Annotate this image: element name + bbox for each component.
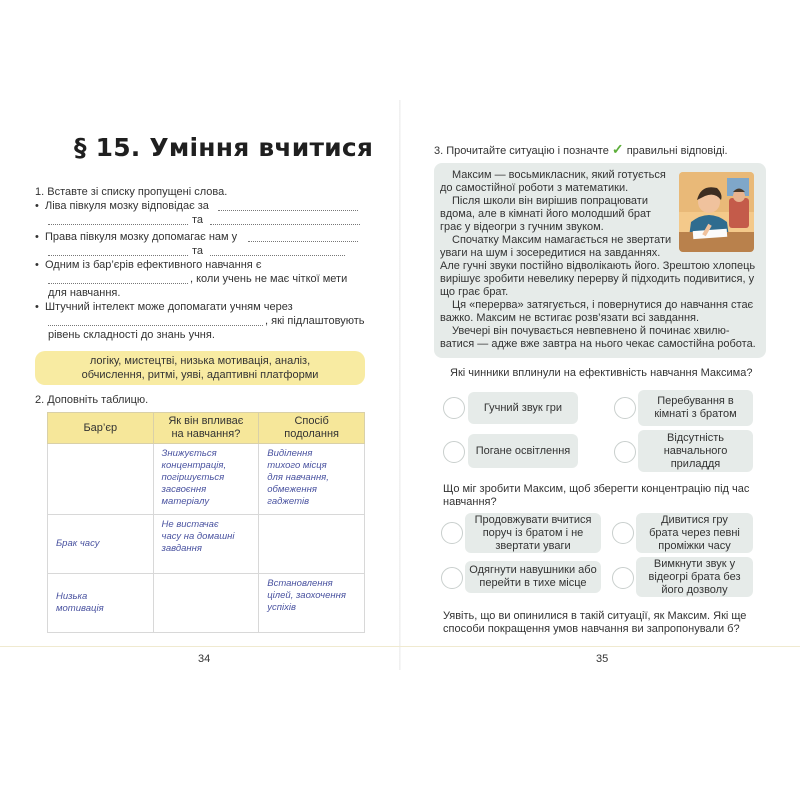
answer-checkbox[interactable] [612,522,634,544]
table-header-row [48,413,365,444]
bullet-2: • Права півкуля мозку допомагає нам у [35,231,238,243]
option-line: перейти в тихе місце [479,577,587,589]
option-poor-lighting[interactable]: Погане освітлення [468,434,578,468]
option-line: Відсутність [666,431,725,444]
option-line: його дозволу [661,583,728,596]
table-cell [153,444,259,515]
table-cell [153,515,259,574]
page-number-right: 35 [596,653,609,665]
story-line: Максим — восьмикласник, який готується [452,169,666,181]
header-solution-line2: подолання [284,428,340,440]
table-cell-empty[interactable] [48,444,154,515]
page-number-left: 34 [198,653,211,665]
cell-line: Низька [56,591,88,602]
cell-line: обмеження [267,484,317,495]
story-line: Спочатку Максим намагається не звертати [452,234,672,246]
blank-2b[interactable] [48,255,188,256]
page-bottom-rule [0,646,800,647]
option-line: брата через певні [649,526,740,539]
table-cell [259,444,365,515]
question-3-line2: способи покращення умов навчання ви запропонували б? [443,623,740,635]
cell-line: цілей, заохочення [267,590,346,601]
option-mute-game[interactable] [636,557,753,597]
option-line: відеогрі брата без [648,570,741,583]
table-cell [48,574,154,633]
header-solution-line1: Спосіб [294,415,329,427]
table-row [48,574,365,633]
option-line: Вимкнути звук у [653,557,736,570]
story-line: важко. Максим не встигає розв’язати всі завдання. [440,312,700,324]
story-line: вдома, але в кімнаті його молодший брат [440,208,651,220]
cell-line: Встановлення [267,578,333,589]
table-row [48,515,365,574]
question-1: Які чинники вплинули на ефективність навчання Максима? [450,367,753,379]
answer-checkbox[interactable] [441,522,463,544]
table-cell [259,574,365,633]
bullet-3-cont: , коли учень не має чіткої мети [190,273,348,285]
task3-heading [434,142,728,158]
cell-line: для навчання, [267,472,329,483]
story-line: грає у відеогри з гучним звуком. [440,221,604,233]
story-line: ватися — адже вже завтра на нього чекає самостійна робота. [440,338,756,350]
cell-line: успіхів [267,602,296,613]
story-line: вирішує зробити невелику перерву й підходить подивитися, у [440,273,755,285]
blank-1c[interactable] [210,224,360,225]
question-2-line2: навчання? [443,496,497,508]
story-line: Ця «перерва» затягується, і повернутися до навчання стає [452,299,754,311]
cell-line: тихого місця [267,460,327,471]
cell-line: концентрація, [161,460,227,471]
table-cell: Брак часу [48,515,154,574]
blank-2c[interactable] [210,255,345,256]
option-room-with-brother[interactable] [638,390,753,426]
header-impact-line1: Як він впливає [168,415,244,427]
bullet-1-text: Ліва півкуля мозку відповідає за [44,200,209,212]
table-row [48,444,365,515]
blank-1b[interactable] [48,224,188,225]
answer-checkbox[interactable] [612,567,634,589]
header-solution [259,413,365,444]
question-3-line1: Уявіть, що ви опинилися в такій ситуації, як Максим. Які ще [443,610,747,622]
cell-line: мотивація [56,603,104,614]
option-line: поруч із братом і не [482,526,584,539]
cell-line: Знижується [161,448,217,459]
bullet-4-cont: , які підлаштовують [265,315,365,327]
bullet-4-end: рівень складності до знань учня. [48,329,215,341]
option-keep-studying[interactable] [465,513,601,553]
story-line: Після школи він вирішив попрацювати [452,195,648,207]
bullet-1-conj: та [192,214,204,226]
cell-line: гаджетів [267,496,310,507]
option-loud-game-sound[interactable]: Гучний звук гри [468,392,578,424]
check-icon: ✓ [611,141,624,157]
story-line: уваги на шум і зосередитися на завданнях. [440,247,661,259]
option-line: Одягнути навушники або [469,564,597,576]
cell-line: засвоєння [161,484,207,495]
task1-heading: 1. Вставте зі списку пропущені слова. [35,186,228,198]
word-list-line-1: логіку, мистецтві, низька мотивація, аналіз, [89,355,311,367]
blank-1a[interactable] [218,210,358,211]
header-barrier: Бар’єр [48,413,154,444]
task3-heading-a: 3. Прочитайте ситуацію і позначте [434,145,609,157]
option-no-supplies[interactable] [638,430,753,472]
cell-line: погіршується [161,472,225,483]
table-cell-empty[interactable] [259,515,365,574]
bullet-2-text: Права півкуля мозку допомагає нам у [44,231,238,243]
bullet-3: • Одним із бар’єрів ефективного навчання є [35,259,262,271]
page-title: § 15. Уміння вчитися [74,133,374,162]
bullet-1: • Ліва півкуля мозку відповідає за [35,200,209,212]
answer-checkbox[interactable] [443,441,465,463]
bullet-2-conj: та [192,245,204,257]
option-line: Продовжувати вчитися [474,513,592,526]
option-headphones[interactable] [465,561,601,593]
answer-checkbox[interactable] [443,397,465,419]
blank-4a[interactable] [48,325,263,326]
word-list-box [35,351,365,385]
option-watch-game[interactable] [636,513,753,553]
option-line: звертати уваги [495,539,571,552]
question-2-line1: Що міг зробити Максим, щоб зберегти концентрацію під час [443,483,750,495]
cell-line: завдання [161,543,202,554]
header-impact [153,413,259,444]
header-impact-line2: на навчання? [171,428,241,440]
boy-studying-illustration [679,172,754,252]
bullet-4-text: Штучний інтелект може допомагати учням через [44,301,293,313]
bullet-4: • Штучний інтелект може допомагати учням через [35,301,293,313]
option-line: Перебування в [657,395,734,407]
word-list-line-2: обчислення, ритмі, уяві, адаптивні платформи [81,369,319,381]
task2-heading: 2. Доповніть таблицю. [35,394,149,406]
bullet-3-end: для навчання. [48,287,121,299]
story-line: Увечері він почувається невпевнено й починає хвилю- [452,325,730,337]
option-line: проміжки часу [658,539,731,552]
cell-line: Не вистачає [161,519,219,530]
cell-line: матеріалу [161,496,210,507]
bullet-3-text: Одним із бар’єрів ефективного навчання є [44,259,262,271]
story-line: до самостійної роботи з математики. [440,182,629,194]
cell-line: часу на домашні [161,531,235,542]
option-line: навчального [663,444,728,457]
blank-2a[interactable] [248,241,358,242]
barrier-table [47,412,365,633]
option-line: приладдя [670,457,721,470]
story-line: Але гучні звуки постійно відволікають його. Зрештою хлопець [440,260,756,272]
blank-3a[interactable] [48,283,188,284]
table-cell-empty[interactable] [153,574,259,633]
task3-heading-b: правильні відповіді. [626,145,728,157]
answer-checkbox[interactable] [441,567,463,589]
book-spine [399,100,401,670]
story-line: що грає брат. [440,286,509,298]
option-line: Дивитися гру [661,513,728,526]
answer-checkbox[interactable] [614,441,636,463]
option-line: кімнаті з братом [654,408,737,420]
answer-checkbox[interactable] [614,397,636,419]
cell-line: Виділення [267,448,313,459]
